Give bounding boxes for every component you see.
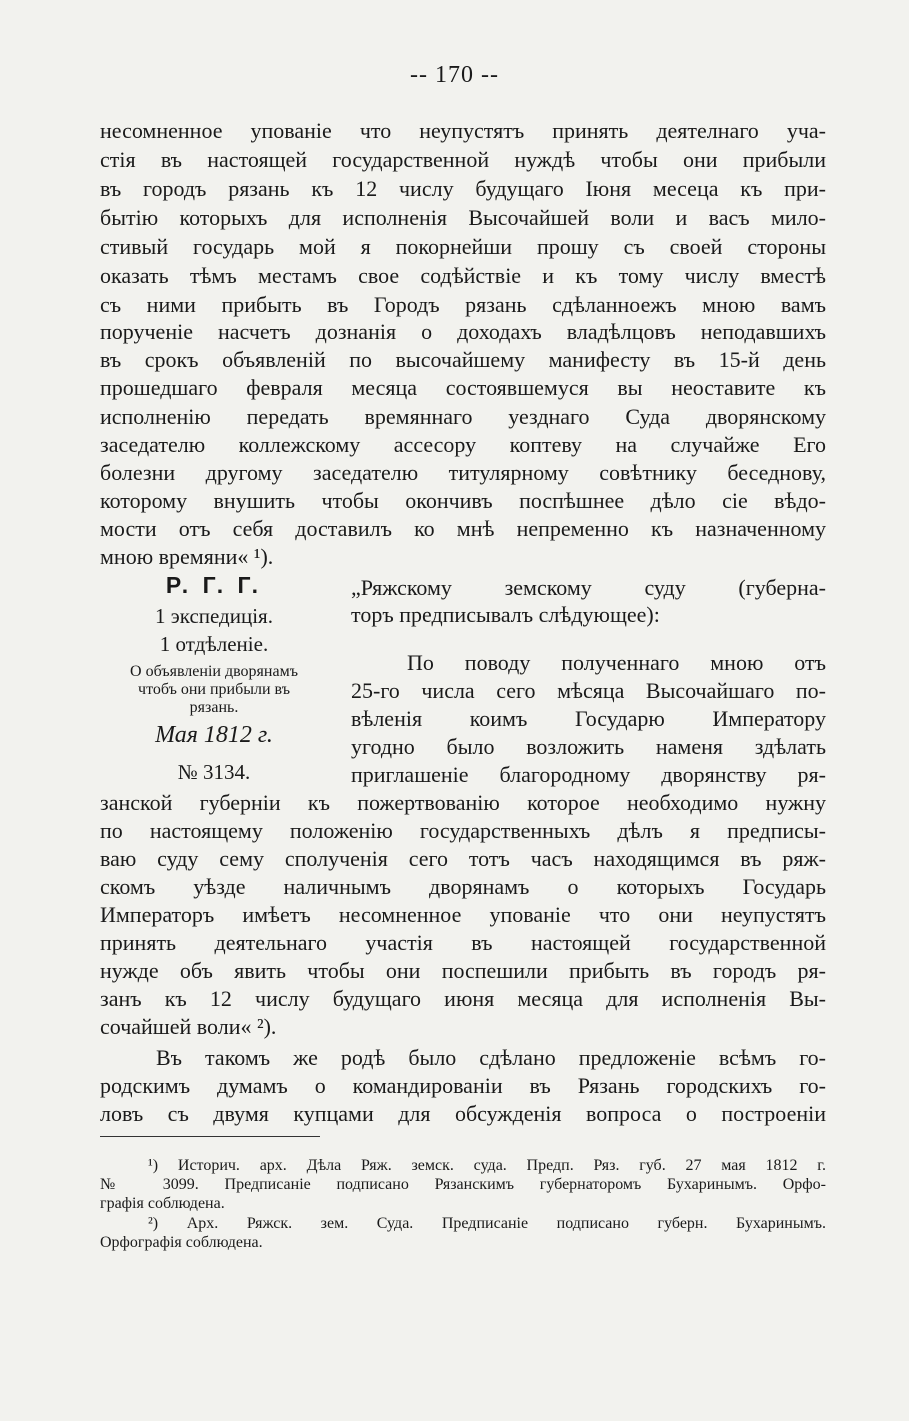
text-line: стивый государь мой я покорнейши прошу съ своей стороны xyxy=(100,234,826,259)
text-line: Въ такомъ же родѣ было сдѣлано предложеніе всѣмъ го- xyxy=(156,1045,826,1070)
text-line: приглашеніе благородному дворянству ря- xyxy=(351,762,826,787)
footnote-line: графія соблюдена. xyxy=(100,1195,225,1212)
text-line: заседателю коллежскому ассесору коптеву на случайже Его xyxy=(100,432,826,457)
archive-abbreviation: Р. Г. Г. xyxy=(165,572,263,598)
text-line: ловъ съ двумя купцами для обсужденія вопроса о построеніи xyxy=(100,1101,826,1126)
footnote-line: № 3099. Предписаніе подписано Рязанскимъ губернаторомъ Бухаринымъ. Орфо- xyxy=(100,1176,826,1193)
text-line: прошедшаго февраля месяца состоявшемуся вы неоставите къ xyxy=(100,375,826,400)
margin-subject: рязань. xyxy=(189,699,239,716)
text-line: „Ряжскому земскому суду (губерна- xyxy=(351,575,826,600)
text-line: родскимъ думамъ о командированіи въ Рязань городскихъ го- xyxy=(100,1073,826,1098)
text-line: по настоящему положенію государственныхъ дѣлъ я предписы- xyxy=(100,818,826,843)
text-line: несомненное упованіе что неупустятъ принять деятелнаго уча- xyxy=(100,118,826,143)
text-line: мною времяни« ¹). xyxy=(100,544,274,569)
page-number: -- 170 -- xyxy=(410,62,499,88)
text-line: съ ними прибыть въ Городъ рязань сдѣланноежъ мною вамъ xyxy=(100,292,826,317)
margin-subject: О объявленіи дворянамъ xyxy=(130,663,298,680)
margin-department: 1 отдѣленіе. xyxy=(159,632,269,656)
footnote-line: ²) Арх. Ряжск. зем. Суда. Предписаніе подписано губерн. Бухаринымъ. xyxy=(148,1215,826,1232)
text-line: торъ предписывалъ слѣдующее): xyxy=(351,602,660,627)
text-line: сочайшей воли« ²). xyxy=(100,1014,277,1039)
text-line: 25-го числа сего мѣсяца Высочайшаго по- xyxy=(351,678,826,703)
text-line: принять деятельнаго участія въ настоящей государственной xyxy=(100,930,826,955)
text-line: стія въ настоящей государственной нуждѣ чтобы они прибыли xyxy=(100,147,826,172)
text-line: въ городъ рязань къ 12 числу будущаго Іюня месеца къ при- xyxy=(100,176,826,201)
text-line: ваю суду сему сполученія сего тотъ часъ находящимся въ ряж- xyxy=(100,846,826,871)
text-line: По поводу полученнаго мною отъ xyxy=(407,650,826,675)
text-line: занской губерніи къ пожертвованію которое необходимо нужну xyxy=(100,790,826,815)
margin-number: № 3134. xyxy=(177,760,251,784)
text-line: оказать тѣмъ местамъ свое содѣйствіе и къ тому числу вместѣ xyxy=(100,263,826,288)
text-line: скомъ уѣзде наличнымъ дворянамъ о которыхъ Государь xyxy=(100,874,826,899)
text-line: нужде объ явить чтобы они поспешили прибыть въ городъ ря- xyxy=(100,958,826,983)
text-line: угодно было возложить наменя здѣлать xyxy=(351,734,826,759)
text-line: занъ къ 12 числу будущаго июня месяца для исполненія Вы- xyxy=(100,986,826,1011)
margin-expedition: 1 экспедиція. xyxy=(155,604,273,628)
text-line: мости отъ себя доставилъ ко мнѣ непременно къ назначенному xyxy=(100,516,826,541)
footnote-line: Орфографія соблюдена. xyxy=(100,1234,263,1251)
text-line: Императоръ имѣетъ несомненное упованіе что они неупустятъ xyxy=(100,902,826,927)
text-line: которому внушить чтобы окончивъ поспѣшнее дѣло сіе вѣдо- xyxy=(100,488,826,513)
text-line: болезни другому заседателю титулярному совѣтнику беседнову, xyxy=(100,460,826,485)
text-line: исполненію передать времяннаго уезднаго Суда дворянскому xyxy=(100,404,826,429)
margin-date: Мая 1812 г. xyxy=(155,722,273,748)
footnote-line: ¹) Историч. арх. Дѣла Ряж. земск. суда. Предп. Ряз. губ. 27 мая 1812 г. xyxy=(148,1157,826,1174)
text-line: порученіе насчетъ дознанія о доходахъ владѣлцовъ неподавшихъ xyxy=(100,319,826,344)
text-line: въ срокъ объявленій по высочайшему манифесту въ 15-й день xyxy=(100,347,826,372)
text-line: вѣленія коимъ Государю Императору xyxy=(351,706,826,731)
footnote-divider xyxy=(100,1136,320,1137)
text-line: бытію которыхъ для исполненія Высочайшей воли и васъ мило- xyxy=(100,205,826,230)
margin-subject: чтобъ они прибыли въ xyxy=(138,681,290,698)
